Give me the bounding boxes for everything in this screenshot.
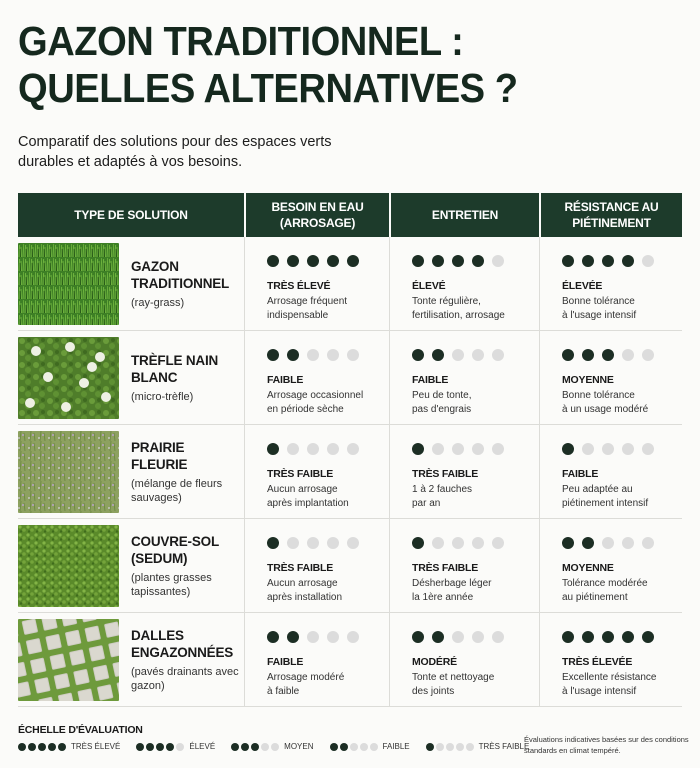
scale-dot [436,743,444,751]
solution-cell [18,237,244,330]
rating-dot [347,349,359,361]
rating-level: MOYENNE [562,562,614,574]
rating-dot [562,631,574,643]
rating-description: 1 à 2 fauches par an [412,484,473,509]
rating-dot [602,631,614,643]
scale-label: ÉLEVÉ [189,742,216,751]
rating-dot [432,631,444,643]
rating-dot [452,349,464,361]
rating-dots [267,537,389,549]
rating-dot [642,443,654,455]
solution-subtitle: (pavés drainants avec gazon) [131,665,239,692]
rating-dot [347,537,359,549]
table-row [18,519,682,613]
rating-level: TRÈS ÉLEVÉ [267,280,331,292]
rating-level: FAIBLE [267,656,304,668]
solution-text [119,258,244,310]
scale-dot [28,743,36,751]
maintenance-cell [389,237,539,330]
scale-dot [456,743,464,751]
rating-dot [582,631,594,643]
rating-dot [287,631,299,643]
rating-dot [582,537,594,549]
scale-label: FAIBLE [382,742,410,751]
rating-dot [492,631,504,643]
rating-dot [432,255,444,267]
scale-dot [370,743,378,751]
scale-dot [58,743,66,751]
rating-dot [472,537,484,549]
scale-dot [466,743,474,751]
rating-dot [267,443,279,455]
rating-scale-title: ÉCHELLE D'ÉVALUATION [18,724,143,736]
scale-item [231,742,313,751]
table-row [18,237,682,331]
rating-dot [562,349,574,361]
scale-dot [136,743,144,751]
scale-dot [350,743,358,751]
scale-item [426,742,530,751]
rating-dots [562,255,682,267]
scale-dot [271,743,279,751]
rating-dot [307,443,319,455]
rating-dot [562,255,574,267]
solution-subtitle: (ray-grass) [131,296,185,309]
rating-scale [18,724,545,751]
solution-name: TRÈFLE NAIN BLANC [131,352,219,385]
rating-description: Aucun arrosage après implantation [267,484,349,509]
rating-dots [412,349,539,361]
rating-dots [562,631,682,643]
solution-cell [18,519,244,612]
rating-dot [642,537,654,549]
rating-dots [562,349,682,361]
rating-dot [622,349,634,361]
rating-dot [327,631,339,643]
rating-dot [412,631,424,643]
scale-dot [360,743,368,751]
rating-dots [412,255,539,267]
water-need-cell [244,425,389,518]
rating-dot [582,349,594,361]
rating-description: Arrosage fréquent indispensable [267,296,348,321]
solution-name: PRAIRIE FLEURIE [131,439,188,472]
rating-dot [347,255,359,267]
rating-level: MOYENNE [562,374,614,386]
rating-dots [267,255,389,267]
water-need-cell [244,519,389,612]
rating-dot [327,349,339,361]
rating-dot [412,349,424,361]
rating-dots [412,443,539,455]
rating-level: TRÈS FAIBLE [267,562,334,574]
rating-dot [492,443,504,455]
rating-description: Peu de tonte, pas d'engrais [412,390,472,415]
table-row [18,613,682,707]
rating-dot [267,255,279,267]
rating-description: Désherbage léger la 1ère année [412,578,492,603]
scale-item [136,742,215,751]
clover-photo [18,337,119,419]
table-header [18,193,682,237]
solution-subtitle: (mélange de fleurs sauvages) [131,477,223,504]
scale-dots [426,743,474,751]
rating-dot [307,537,319,549]
rating-level: FAIBLE [562,468,599,480]
rating-scale-items [18,742,545,751]
rating-dot [622,631,634,643]
rating-dot [307,349,319,361]
rating-dot [582,255,594,267]
water-need-cell [244,613,389,706]
scale-item [18,742,120,751]
rating-dot [307,255,319,267]
rating-dot [622,537,634,549]
rating-dot [472,255,484,267]
scale-dots [231,743,279,751]
scale-dot [166,743,174,751]
maintenance-cell [389,613,539,706]
scale-dot [261,743,269,751]
rating-description: Tolérance modérée au piétinement [562,578,648,603]
rating-dot [492,255,504,267]
rating-description: Tonte régulière, fertilisation, arrosage [412,296,505,321]
grass-pavers-photo [18,619,119,701]
water-need-cell [244,331,389,424]
rating-level: TRÈS FAIBLE [412,562,479,574]
rating-dot [347,443,359,455]
scale-label: TRÈS FAIBLE [478,742,530,751]
rating-dot [492,349,504,361]
trampling-resistance-cell [539,519,682,612]
rating-dot [472,349,484,361]
solution-name: COUVRE-SOL (SEDUM) [131,533,219,566]
rating-dot [602,537,614,549]
rating-dot [602,255,614,267]
rating-description: Bonne tolérance à l'usage intensif [562,296,637,321]
scale-dots [18,743,66,751]
scale-dot [156,743,164,751]
rating-dot [432,443,444,455]
scale-label: TRÈS ÉLEVÉ [71,742,121,751]
maintenance-cell [389,425,539,518]
rating-dot [602,443,614,455]
scale-dots [330,743,378,751]
rating-level: MODÉRÉ [412,656,457,668]
rating-dots [267,631,389,643]
header-water-need: BESOIN EN EAU (ARROSAGE) [244,193,389,237]
scale-dot [38,743,46,751]
scale-dots [136,743,184,751]
rating-description: Aucun arrosage après installation [267,578,343,603]
scale-dot [251,743,259,751]
rating-dot [412,443,424,455]
rating-dot [622,255,634,267]
footnote: Évaluations indicatives basées sur des conditions standards en climat tempéré. [524,735,689,755]
rating-level: FAIBLE [412,374,449,386]
scale-dot [48,743,56,751]
rating-dot [432,537,444,549]
maintenance-cell [389,331,539,424]
page-subtitle: Comparatif des solutions pour des espaces verts durables et adaptés à vos besoins. [18,134,332,170]
rating-dot [562,537,574,549]
solution-cell [18,425,244,518]
rating-dot [452,631,464,643]
solution-name: DALLES ENGAZONNÉES [131,627,234,660]
scale-dot [446,743,454,751]
water-need-cell [244,237,389,330]
trampling-resistance-cell [539,237,682,330]
rating-dot [472,631,484,643]
scale-dot [176,743,184,751]
trampling-resistance-cell [539,331,682,424]
comparison-table [18,193,682,707]
rating-description: Excellente résistance à l'usage intensif [562,672,657,697]
scale-dot [241,743,249,751]
solution-text [119,533,244,599]
solution-text [119,352,244,404]
rating-dot [642,631,654,643]
rating-description: Peu adaptée au piétinement intensif [562,484,649,509]
trampling-resistance-cell [539,613,682,706]
rating-dot [287,443,299,455]
rating-dot [562,443,574,455]
scale-dot [330,743,338,751]
rating-dot [622,443,634,455]
solution-name: GAZON TRADITIONNEL [131,258,230,291]
rating-level: TRÈS FAIBLE [412,468,479,480]
scale-dot [231,743,239,751]
rating-dot [412,255,424,267]
rating-dots [267,349,389,361]
title-line-1: GAZON TRADITIONNEL : [18,18,464,64]
scale-label: MOYEN [284,742,314,751]
rating-dot [267,631,279,643]
rating-dot [472,443,484,455]
header-solution-type: TYPE DE SOLUTION [74,208,188,222]
rating-description: Arrosage occasionnel en période sèche [267,390,364,415]
rating-dot [602,349,614,361]
rating-dot [452,255,464,267]
solution-cell [18,331,244,424]
rating-dot [582,443,594,455]
rating-dot [327,443,339,455]
page-title [18,18,632,112]
rating-dots [412,631,539,643]
rating-level: TRÈS FAIBLE [267,468,334,480]
rating-dot [327,255,339,267]
grass-photo [18,243,119,325]
table-row [18,331,682,425]
solution-cell [18,613,244,706]
rating-dot [287,255,299,267]
rating-dot [642,255,654,267]
solution-subtitle: (plantes grasses tapissantes) [131,571,212,598]
rating-dot [642,349,654,361]
scale-dot [146,743,154,751]
solution-text [119,439,244,505]
solution-text [119,627,244,693]
rating-dot [452,537,464,549]
scale-item [330,742,410,751]
rating-dot [347,631,359,643]
rating-description: Bonne tolérance à un usage modéré [562,390,649,415]
rating-dot [492,537,504,549]
solution-subtitle: (micro-trèfle) [131,390,194,403]
meadow-photo [18,431,119,513]
sedum-photo [18,525,119,607]
rating-description: Arrosage modéré à faible [267,672,345,697]
header-maintenance: ENTRETIEN [389,193,539,237]
rating-dot [307,631,319,643]
rating-level: FAIBLE [267,374,304,386]
table-row [18,425,682,519]
header-trampling-resistance: RÉSISTANCE AU PIÉTINEMENT [539,193,682,237]
rating-description: Tonte et nettoyage des joints [412,672,495,697]
rating-level: ÉLEVÉ [412,280,446,292]
rating-dots [412,537,539,549]
title-line-2: QUELLES ALTERNATIVES ? [18,65,518,111]
scale-dot [426,743,434,751]
trampling-resistance-cell [539,425,682,518]
rating-level: ÉLEVÉE [562,280,603,292]
scale-dot [340,743,348,751]
rating-dots [562,443,682,455]
rating-dot [432,349,444,361]
rating-dot [287,349,299,361]
scale-dot [18,743,26,751]
table-body [18,237,682,707]
rating-dot [452,443,464,455]
rating-dot [267,537,279,549]
rating-dots [267,443,389,455]
rating-dots [562,537,682,549]
rating-dot [412,537,424,549]
rating-dot [327,537,339,549]
rating-level: TRÈS ÉLEVÉE [562,656,633,668]
maintenance-cell [389,519,539,612]
rating-dot [267,349,279,361]
rating-dot [287,537,299,549]
